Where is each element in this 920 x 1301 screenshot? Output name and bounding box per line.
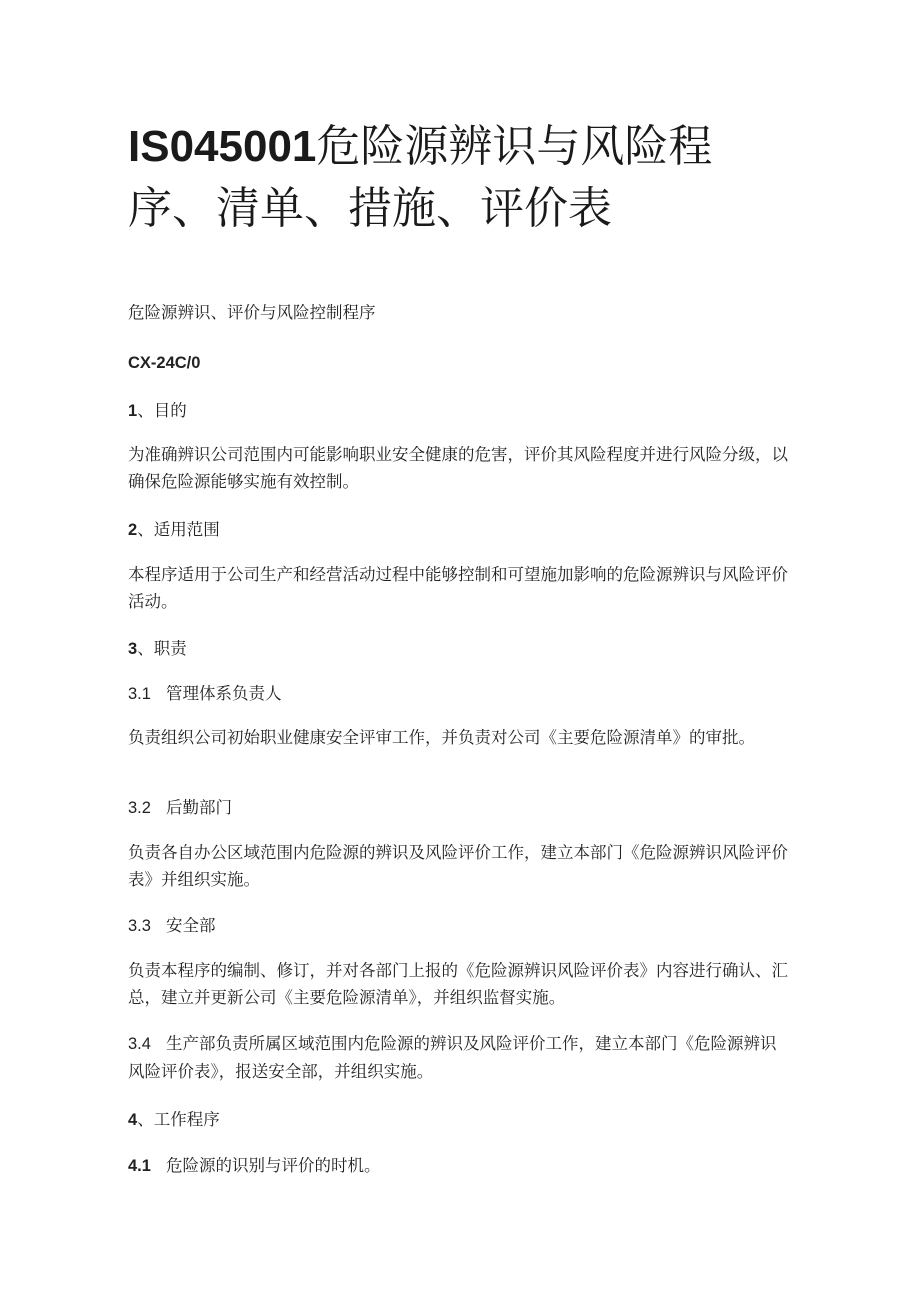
section-2-heading <box>128 516 788 544</box>
section-3-2-label: 后勤部门 <box>166 798 232 817</box>
section-3-4-text: 生产部负责所属区域范围内危险源的辨识及风险评价工作，建立本部门《危险源辨识风险评价表》，报送安全部，并组织实施。 <box>128 1034 777 1081</box>
section-3-heading <box>128 635 788 663</box>
section-3-1-label: 管理体系负责人 <box>166 684 282 703</box>
section-2-label: 、适用范围 <box>137 520 220 539</box>
section-1-heading <box>128 397 788 425</box>
section-3-3-label: 安全部 <box>166 916 216 935</box>
section-1-text: 为准确辨识公司范围内可能影响职业安全健康的危害，评价其风险程度并进行风险分级，以确保危险源能够实施有效控制。 <box>128 445 788 491</box>
section-3-4 <box>128 1030 788 1085</box>
section-4-label: 、工作程序 <box>137 1110 220 1129</box>
document-title <box>128 116 798 240</box>
section-3-1-heading <box>128 680 788 708</box>
section-2-number: 2 <box>128 521 138 539</box>
section-4-1-heading <box>128 1152 788 1180</box>
section-1-number: 1 <box>128 402 138 420</box>
section-3-label: 、职责 <box>137 639 187 658</box>
section-3-2-number: 3.2 <box>128 799 151 817</box>
section-4-heading <box>128 1106 788 1134</box>
section-3-3-heading <box>128 912 788 940</box>
document-code-value: CX-24C/0 <box>128 354 201 372</box>
title-code: IS045001 <box>128 122 317 171</box>
subtitle: 危险源辨识、评价与风险控制程序 <box>128 303 376 322</box>
document-code <box>128 349 788 377</box>
section-3-number: 3 <box>128 640 138 658</box>
section-3-2-heading <box>128 794 788 822</box>
section-4-1-label: 危险源的识别与评价的时机。 <box>166 1156 381 1175</box>
section-3-1-number: 3.1 <box>128 685 151 703</box>
section-3-4-number: 3.4 <box>128 1035 151 1053</box>
section-2-text: 本程序适用于公司生产和经营活动过程中能够控制和可望施加影响的危险源辨识与风险评价活动。 <box>128 565 788 611</box>
section-3-3-text: 负责本程序的编制、修订，并对各部门上报的《危险源辨识风险评价表》内容进行确认、汇总，建立并更新公司《主要危险源清单》，并组织监督实施。 <box>128 961 788 1007</box>
section-4-1-number: 4.1 <box>128 1157 151 1175</box>
section-4-number: 4 <box>128 1111 138 1129</box>
section-3-3-number: 3.3 <box>128 917 151 935</box>
section-3-2-text: 负责各自办公区域范围内危险源的辨识及风险评价工作，建立本部门《危险源辨识风险评价表》并组织实施。 <box>128 843 788 889</box>
section-1-label: 、目的 <box>137 401 187 420</box>
title-text: 危险源辨识与风险程序、清单、措施、评价表 <box>128 121 713 234</box>
section-3-1-text: 负责组织公司初始职业健康安全评审工作，并负责对公司《主要危险源清单》的审批。 <box>128 728 755 747</box>
